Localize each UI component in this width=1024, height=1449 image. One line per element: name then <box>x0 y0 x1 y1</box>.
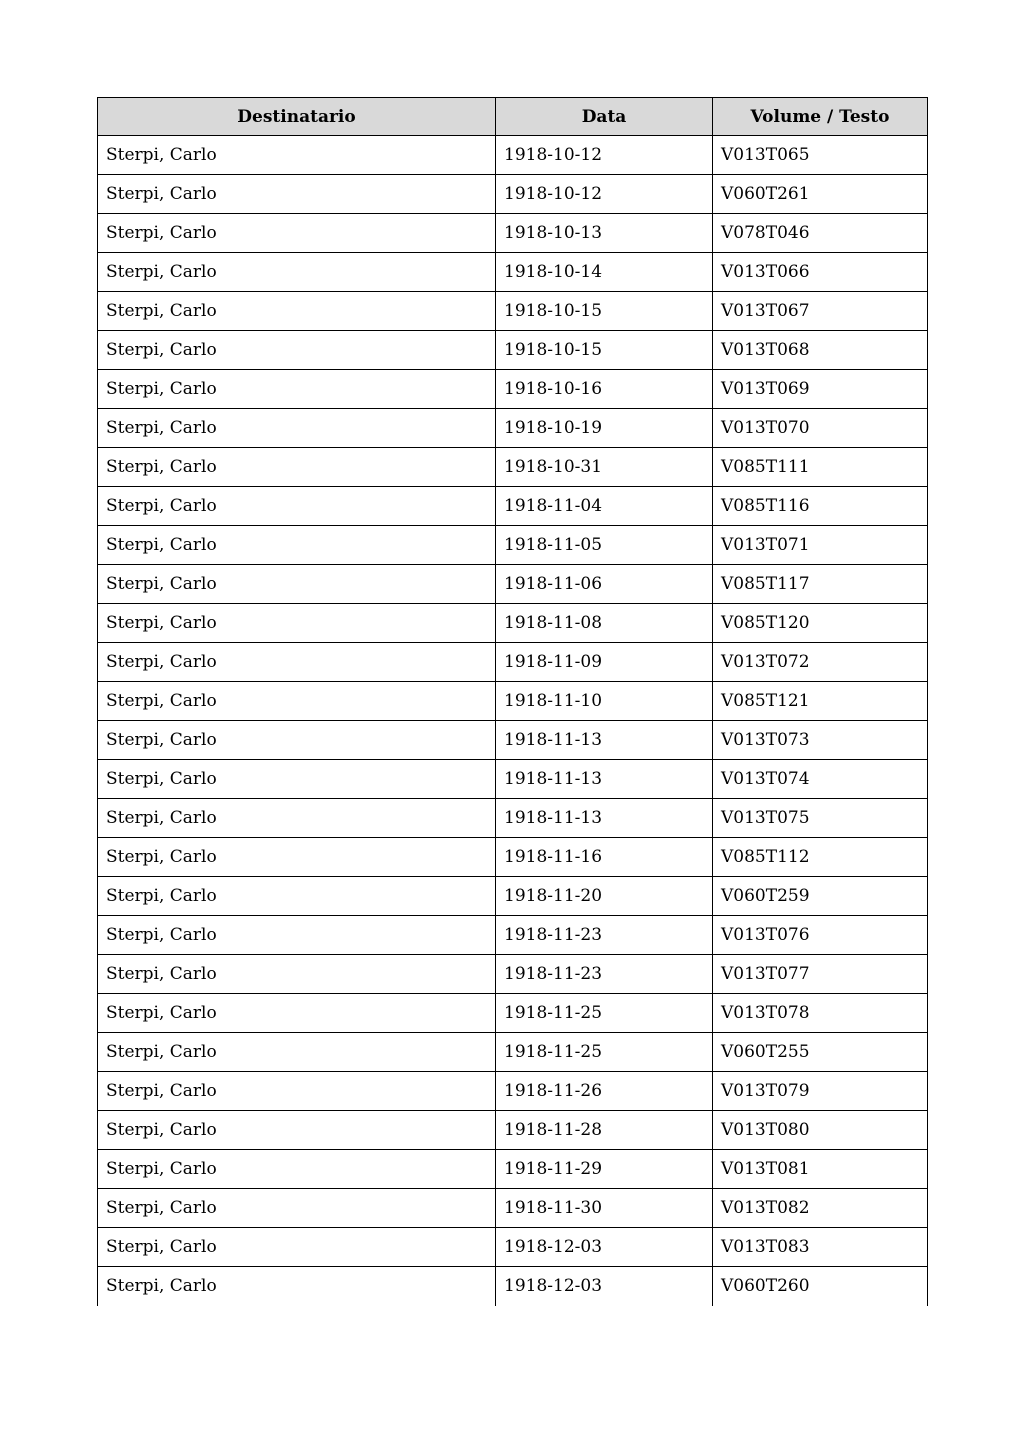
data-cell: 1918-11-06 <box>496 565 713 604</box>
data-cell: 1918-10-13 <box>496 214 713 253</box>
destinatario-cell: Sterpi, Carlo <box>98 994 496 1033</box>
data-cell: 1918-11-08 <box>496 604 713 643</box>
destinatario-cell: Sterpi, Carlo <box>98 136 496 175</box>
volume-testo-cell: V078T046 <box>713 214 928 253</box>
destinatario-cell: Sterpi, Carlo <box>98 253 496 292</box>
volume-testo-cell: V060T261 <box>713 175 928 214</box>
table-header <box>98 98 928 136</box>
data-cell: 1918-10-15 <box>496 292 713 331</box>
header-data: Data <box>496 98 713 136</box>
volume-testo-cell: V060T260 <box>713 1267 928 1306</box>
data-cell: 1918-10-31 <box>496 448 713 487</box>
data-cell: 1918-11-10 <box>496 682 713 721</box>
table-row <box>98 1150 928 1189</box>
volume-testo-cell: V013T076 <box>713 916 928 955</box>
destinatario-cell: Sterpi, Carlo <box>98 409 496 448</box>
volume-testo-cell: V013T077 <box>713 955 928 994</box>
data-cell: 1918-11-23 <box>496 955 713 994</box>
volume-testo-cell: V013T083 <box>713 1228 928 1267</box>
data-cell: 1918-10-14 <box>496 253 713 292</box>
table-row <box>98 604 928 643</box>
volume-testo-cell: V085T117 <box>713 565 928 604</box>
table-body <box>98 136 928 1306</box>
letters-table <box>97 97 928 1306</box>
table-row <box>98 682 928 721</box>
data-cell: 1918-10-19 <box>496 409 713 448</box>
table-row <box>98 955 928 994</box>
volume-testo-cell: V013T068 <box>713 331 928 370</box>
table-row <box>98 370 928 409</box>
data-cell: 1918-10-15 <box>496 331 713 370</box>
destinatario-cell: Sterpi, Carlo <box>98 1228 496 1267</box>
data-cell: 1918-10-12 <box>496 175 713 214</box>
destinatario-cell: Sterpi, Carlo <box>98 916 496 955</box>
table-row <box>98 1189 928 1228</box>
table-row <box>98 448 928 487</box>
data-cell: 1918-11-04 <box>496 487 713 526</box>
data-cell: 1918-11-29 <box>496 1150 713 1189</box>
destinatario-cell: Sterpi, Carlo <box>98 955 496 994</box>
destinatario-cell: Sterpi, Carlo <box>98 643 496 682</box>
destinatario-cell: Sterpi, Carlo <box>98 877 496 916</box>
table-row <box>98 1228 928 1267</box>
table-row <box>98 409 928 448</box>
data-cell: 1918-11-25 <box>496 994 713 1033</box>
destinatario-cell: Sterpi, Carlo <box>98 838 496 877</box>
volume-testo-cell: V085T121 <box>713 682 928 721</box>
destinatario-cell: Sterpi, Carlo <box>98 214 496 253</box>
table-row <box>98 643 928 682</box>
table-row <box>98 994 928 1033</box>
destinatario-cell: Sterpi, Carlo <box>98 448 496 487</box>
table-row <box>98 331 928 370</box>
data-cell: 1918-11-13 <box>496 799 713 838</box>
volume-testo-cell: V060T255 <box>713 1033 928 1072</box>
volume-testo-cell: V085T112 <box>713 838 928 877</box>
volume-testo-cell: V013T065 <box>713 136 928 175</box>
table-row <box>98 253 928 292</box>
destinatario-cell: Sterpi, Carlo <box>98 1033 496 1072</box>
destinatario-cell: Sterpi, Carlo <box>98 760 496 799</box>
table-row <box>98 136 928 175</box>
volume-testo-cell: V013T071 <box>713 526 928 565</box>
table-row <box>98 877 928 916</box>
volume-testo-cell: V013T070 <box>713 409 928 448</box>
volume-testo-cell: V013T080 <box>713 1111 928 1150</box>
data-cell: 1918-12-03 <box>496 1267 713 1306</box>
volume-testo-cell: V013T073 <box>713 721 928 760</box>
data-cell: 1918-10-16 <box>496 370 713 409</box>
destinatario-cell: Sterpi, Carlo <box>98 1072 496 1111</box>
destinatario-cell: Sterpi, Carlo <box>98 565 496 604</box>
data-cell: 1918-11-23 <box>496 916 713 955</box>
table-row <box>98 1072 928 1111</box>
volume-testo-cell: V085T111 <box>713 448 928 487</box>
volume-testo-cell: V013T067 <box>713 292 928 331</box>
destinatario-cell: Sterpi, Carlo <box>98 721 496 760</box>
data-cell: 1918-11-13 <box>496 721 713 760</box>
data-cell: 1918-11-25 <box>496 1033 713 1072</box>
table-row <box>98 721 928 760</box>
destinatario-cell: Sterpi, Carlo <box>98 1150 496 1189</box>
table-row <box>98 565 928 604</box>
volume-testo-cell: V013T074 <box>713 760 928 799</box>
table-row <box>98 1267 928 1306</box>
volume-testo-cell: V060T259 <box>713 877 928 916</box>
table-row <box>98 175 928 214</box>
volume-testo-cell: V085T120 <box>713 604 928 643</box>
header-row <box>98 98 928 136</box>
table-row <box>98 526 928 565</box>
table-row <box>98 214 928 253</box>
destinatario-cell: Sterpi, Carlo <box>98 526 496 565</box>
destinatario-cell: Sterpi, Carlo <box>98 604 496 643</box>
table-row <box>98 916 928 955</box>
volume-testo-cell: V013T078 <box>713 994 928 1033</box>
data-cell: 1918-11-30 <box>496 1189 713 1228</box>
destinatario-cell: Sterpi, Carlo <box>98 331 496 370</box>
table-row <box>98 838 928 877</box>
volume-testo-cell: V085T116 <box>713 487 928 526</box>
data-cell: 1918-11-09 <box>496 643 713 682</box>
volume-testo-cell: V013T079 <box>713 1072 928 1111</box>
destinatario-cell: Sterpi, Carlo <box>98 1267 496 1306</box>
destinatario-cell: Sterpi, Carlo <box>98 487 496 526</box>
destinatario-cell: Sterpi, Carlo <box>98 682 496 721</box>
data-cell: 1918-11-13 <box>496 760 713 799</box>
data-cell: 1918-11-28 <box>496 1111 713 1150</box>
data-cell: 1918-11-20 <box>496 877 713 916</box>
data-cell: 1918-11-05 <box>496 526 713 565</box>
table-row <box>98 760 928 799</box>
data-cell: 1918-11-16 <box>496 838 713 877</box>
table-row <box>98 1111 928 1150</box>
destinatario-cell: Sterpi, Carlo <box>98 370 496 409</box>
table-row <box>98 799 928 838</box>
volume-testo-cell: V013T081 <box>713 1150 928 1189</box>
destinatario-cell: Sterpi, Carlo <box>98 1111 496 1150</box>
table-row <box>98 292 928 331</box>
data-cell: 1918-12-03 <box>496 1228 713 1267</box>
table-row <box>98 1033 928 1072</box>
destinatario-cell: Sterpi, Carlo <box>98 292 496 331</box>
destinatario-cell: Sterpi, Carlo <box>98 1189 496 1228</box>
header-destinatario: Destinatario <box>98 98 496 136</box>
header-volume-testo: Volume / Testo <box>713 98 928 136</box>
data-cell: 1918-11-26 <box>496 1072 713 1111</box>
volume-testo-cell: V013T066 <box>713 253 928 292</box>
destinatario-cell: Sterpi, Carlo <box>98 175 496 214</box>
data-cell: 1918-10-12 <box>496 136 713 175</box>
volume-testo-cell: V013T075 <box>713 799 928 838</box>
destinatario-cell: Sterpi, Carlo <box>98 799 496 838</box>
volume-testo-cell: V013T072 <box>713 643 928 682</box>
table-row <box>98 487 928 526</box>
volume-testo-cell: V013T069 <box>713 370 928 409</box>
volume-testo-cell: V013T082 <box>713 1189 928 1228</box>
